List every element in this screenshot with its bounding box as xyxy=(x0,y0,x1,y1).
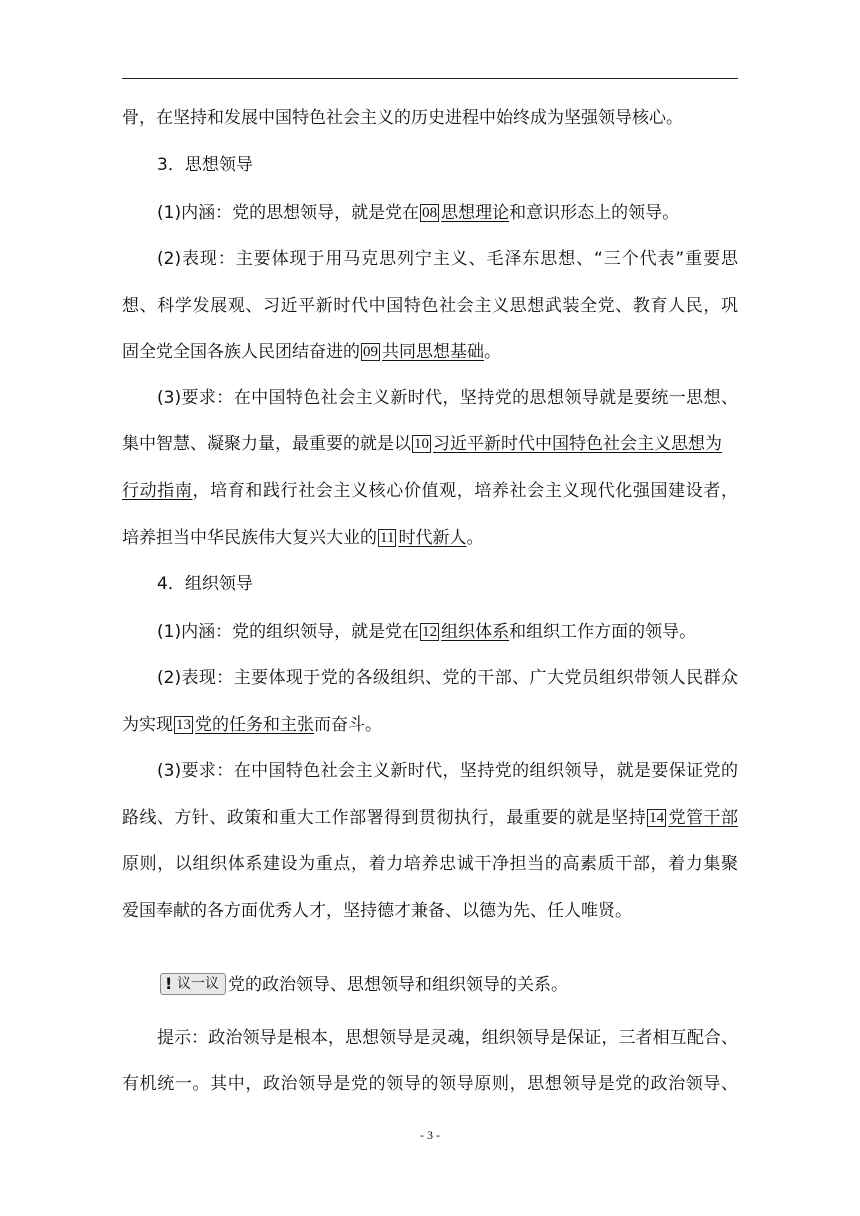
blank-number-box: 13 xyxy=(176,717,191,733)
paragraph-line xyxy=(122,526,738,550)
page-number: - 3 - xyxy=(420,1128,440,1142)
paragraph-line xyxy=(122,852,738,876)
text: 和意识形态上的领导。 xyxy=(509,203,680,223)
paragraph-line xyxy=(157,201,738,225)
answer-text: 行动指南 xyxy=(122,481,193,501)
answer-text: 党管干部 xyxy=(668,808,739,828)
answer-text: 组织体系 xyxy=(441,622,510,642)
text: 和组织工作方面的领导。 xyxy=(509,622,697,642)
text: (1)内涵：党的思想领导，就是党在 xyxy=(157,203,420,223)
text: (1)内涵：党的组织领导，就是党在 xyxy=(157,622,420,642)
answer-text: 党的任务和主张 xyxy=(195,715,314,735)
blank-number-box: 09 xyxy=(363,344,378,360)
discussion-line xyxy=(160,973,738,997)
text: 提示：政治领导是根本，思想领导是灵魂，组织领导是保证，三者相互配合、 xyxy=(157,1028,738,1048)
section-heading-organization xyxy=(157,572,738,596)
blank-number-box: 10 xyxy=(414,436,429,452)
answer-text: 时代新人 xyxy=(398,528,467,548)
text: 路线、方针、政策和重大工作部署得到贯彻执行，最重要的就是坚持 xyxy=(122,808,647,828)
text: (3)要求：在中国特色社会主义新时代，坚持党的思想领导就是要统一思想、 xyxy=(157,388,738,408)
text: 。 xyxy=(484,342,501,362)
text: ，培育和践行社会主义核心价值观，培养社会主义现代化强国建设者， xyxy=(192,481,739,501)
blank-number-box: 12 xyxy=(422,624,438,640)
paragraph-line xyxy=(157,386,738,410)
section-heading-thought xyxy=(157,153,738,177)
text: (2)表现：主要体现于党的各级组织、党的干部、广大党员组织带领人民群众 xyxy=(157,668,738,688)
text: 培养担当中华民族伟大复兴大业的 xyxy=(122,528,377,548)
paragraph-line xyxy=(157,759,738,783)
text: 3．思想领导 xyxy=(157,155,253,175)
answer-text: 共同思想基础 xyxy=(382,342,484,362)
discussion-badge xyxy=(160,973,226,995)
paragraph-line xyxy=(157,1026,738,1050)
text: 有机统一。其中，政治领导是党的领导的领导原则，思想领导是党的政治领导、 xyxy=(122,1074,738,1094)
paragraph-line xyxy=(122,340,738,364)
text: 党的政治领导、思想领导和组织领导的关系。 xyxy=(228,975,568,995)
badge-label: 议一议 xyxy=(177,976,219,992)
paragraph-line xyxy=(122,1072,738,1096)
text: 而奋斗。 xyxy=(314,715,382,735)
header-rule xyxy=(122,78,738,79)
text: 固全党全国各族人民团结奋进的 xyxy=(122,342,360,362)
text: 4．组织领导 xyxy=(157,574,253,594)
text: (2)表现：主要体现于用马克思列宁主义、毛泽东思想、“三个代表”重要思 xyxy=(157,249,738,269)
text: 想、科学发展观、习近平新时代中国特色社会主义思想武装全党、教育人民，巩 xyxy=(122,296,738,316)
text: 集中智慧、凝聚力量，最重要的就是以 xyxy=(122,434,411,454)
answer-text: 思想理论 xyxy=(441,203,510,223)
paragraph-line xyxy=(122,806,738,830)
text: 原则，以组织体系建设为重点，着力培养忠诚干净担当的高素质干部，着力集聚 xyxy=(122,854,738,874)
answer-text: 习近平新时代中国特色社会主义思想为 xyxy=(433,434,722,454)
paragraph-line xyxy=(122,899,738,923)
text: 爱国奉献的各方面优秀人才，坚持德才兼备、以德为先、任人唯贤。 xyxy=(122,901,632,921)
paragraph-line xyxy=(157,247,738,271)
text: 。 xyxy=(466,528,484,548)
blank-number-box: 08 xyxy=(422,205,438,221)
paragraph-line xyxy=(122,432,738,456)
paragraph-line xyxy=(122,479,738,503)
paragraph-line xyxy=(122,713,738,737)
blank-number-box: 14 xyxy=(649,810,665,826)
text: (3)要求：在中国特色社会主义新时代，坚持党的组织领导，就是要保证党的 xyxy=(157,761,738,781)
paragraph-line xyxy=(122,294,738,318)
paragraph-line xyxy=(157,620,738,644)
blank-number-box: 11 xyxy=(380,530,395,546)
paragraph-line xyxy=(157,666,738,690)
exclamation-icon: ! xyxy=(165,974,173,993)
text: 为实现 xyxy=(122,715,173,735)
text: 骨，在坚持和发展中国特色社会主义的历史进程中始终成为坚强领导核心。 xyxy=(122,108,683,128)
paragraph-line xyxy=(122,106,738,130)
